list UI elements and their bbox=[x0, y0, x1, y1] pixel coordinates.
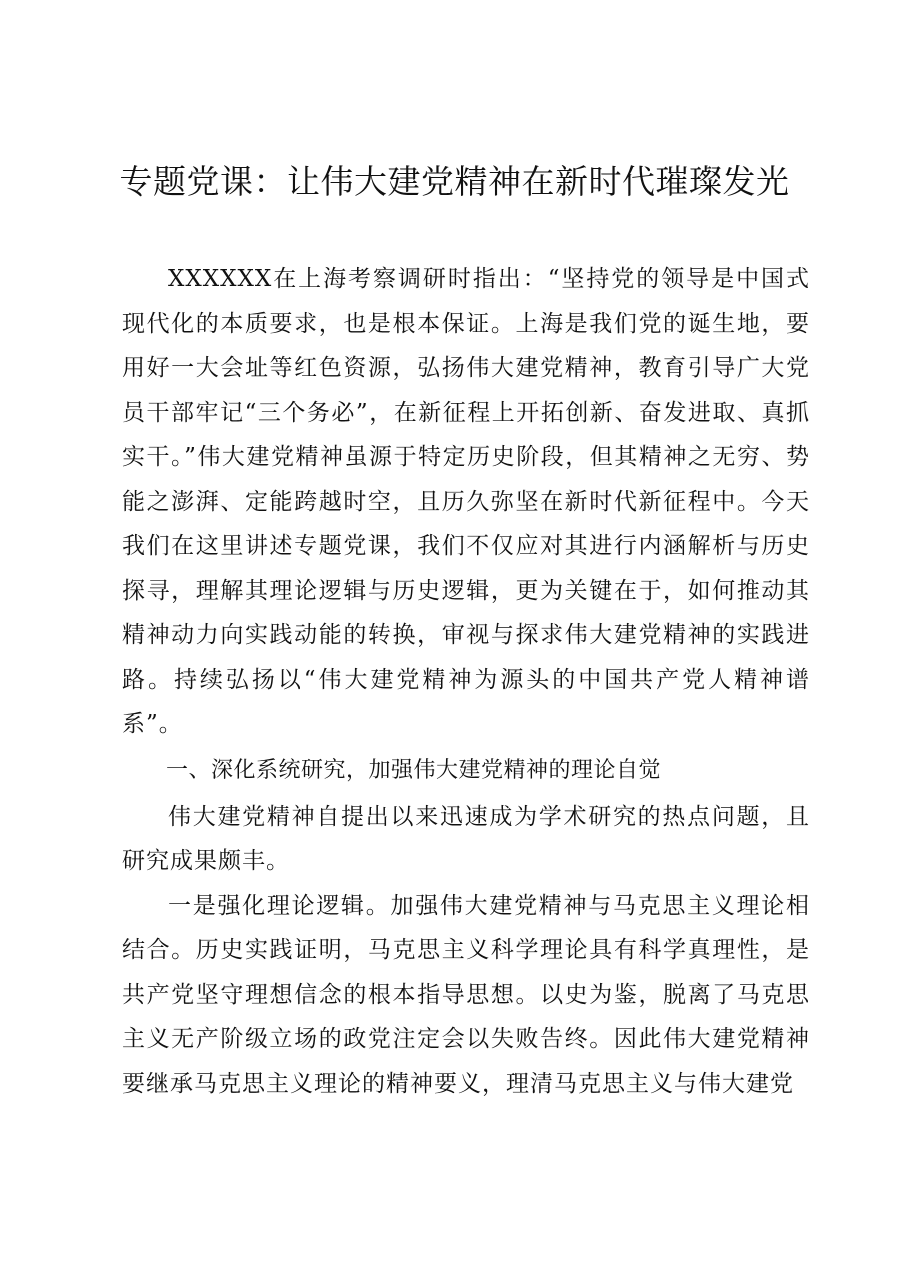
document-title: 专题党课：让伟大建党精神在新时代璀璨发光 bbox=[119, 162, 790, 201]
body-paragraph: 伟大建党精神自提出以来迅速成为学术研究的热点问题，且研究成果颇丰。 bbox=[122, 803, 810, 874]
intro-paragraph: XXXXXX在上海考察调研时指出：“坚持党的领导是中国式现代化的本质要求，也是根本保证。上海是我们党的诞生地，要用好一大会址等红色资源，弘扬伟大建党精神，教育引导广大党员干部牢记“三个务必”，在新征程上开拓创新、奋发进取、真抓实干。”伟大建党精神虽源于特定历史阶段，但其精神之无穷、势能之澎湃、定能跨越时空，且历久弥坚在新时代新征程中。今天我们在这里讲述专题党课，我们不仅应对其进行内涵解析与历史探寻，理解其理论逻辑与历史逻辑，更为关键在于，如何推动其精神动力向实践动能的转换，审视与探求伟大建党精神的实践进路。持续弘扬以“伟大建党精神为源头的中国共产党人精神谱系”。 bbox=[122, 266, 810, 737]
body-paragraph: 一是强化理论逻辑。加强伟大建党精神与马克思主义理论相结合。历史实践证明，马克思主义科学理论具有科学真理性，是共产党坚守理想信念的根本指导思想。以史为鉴，脱离了马克思主义无产阶级立场的政党注定会以失败告终。因此伟大建党精神要继承马克思主义理论的精神要义，理清马克思主义与伟大建党 bbox=[122, 892, 810, 1097]
section-heading: 一、深化系统研究，加强伟大建党精神的理论自觉 bbox=[166, 757, 662, 783]
document-body bbox=[122, 257, 810, 1106]
